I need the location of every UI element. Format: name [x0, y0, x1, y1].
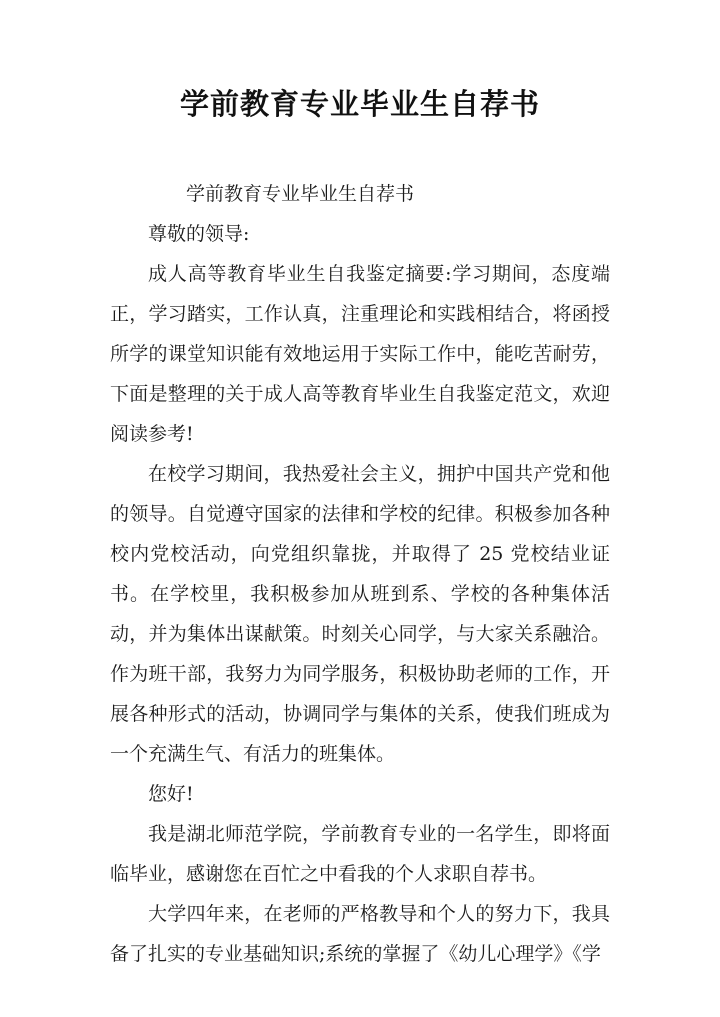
document-body [110, 174, 610, 974]
greeting: 您好! [148, 783, 194, 805]
paragraph: 大学四年来，在老师的严格教导和个人的努力下，我具备了扎实的专业基础知识;系统的掌握了《幼儿心理学》《学 [110, 903, 610, 965]
document-subtitle: 学前教育专业毕业生自荐书 [186, 183, 415, 205]
paragraph: 成人高等教育毕业生自我鉴定摘要:学习期间，态度端正，学习踏实，工作认真，注重理论和实践相结合，将函授所学的课堂知识能有效地运用于实际工作中，能吃苦耐劳，下面是整理的关于成人高等教育毕业生自我鉴定范文，欢迎阅读参考! [110, 263, 610, 445]
paragraph: 在校学习期间，我热爱社会主义，拥护中国共产党和他的领导。自觉遵守国家的法律和学校的纪律。积极参加各种校内党校活动，向党组织靠拢，并取得了 25 党校结业证书。在学校里，我积极参加从班到系、学校的各种集体活动，并为集体出谋献策。时刻关心同学，与大家关系融洽。作为班干部，我努力为同学服务，积极协助老师的工作，开展各种形式的活动，协调同学与集体的关系，使我们班成为一个充满生气、有活力的班集体。 [110, 463, 610, 765]
paragraph: 我是湖北师范学院，学前教育专业的一名学生，即将面临毕业，感谢您在百忙之中看我的个人求职自荐书。 [110, 823, 610, 885]
salutation: 尊敬的领导: [148, 223, 250, 245]
document-title: 学前教育专业毕业生自荐书 [179, 87, 540, 121]
